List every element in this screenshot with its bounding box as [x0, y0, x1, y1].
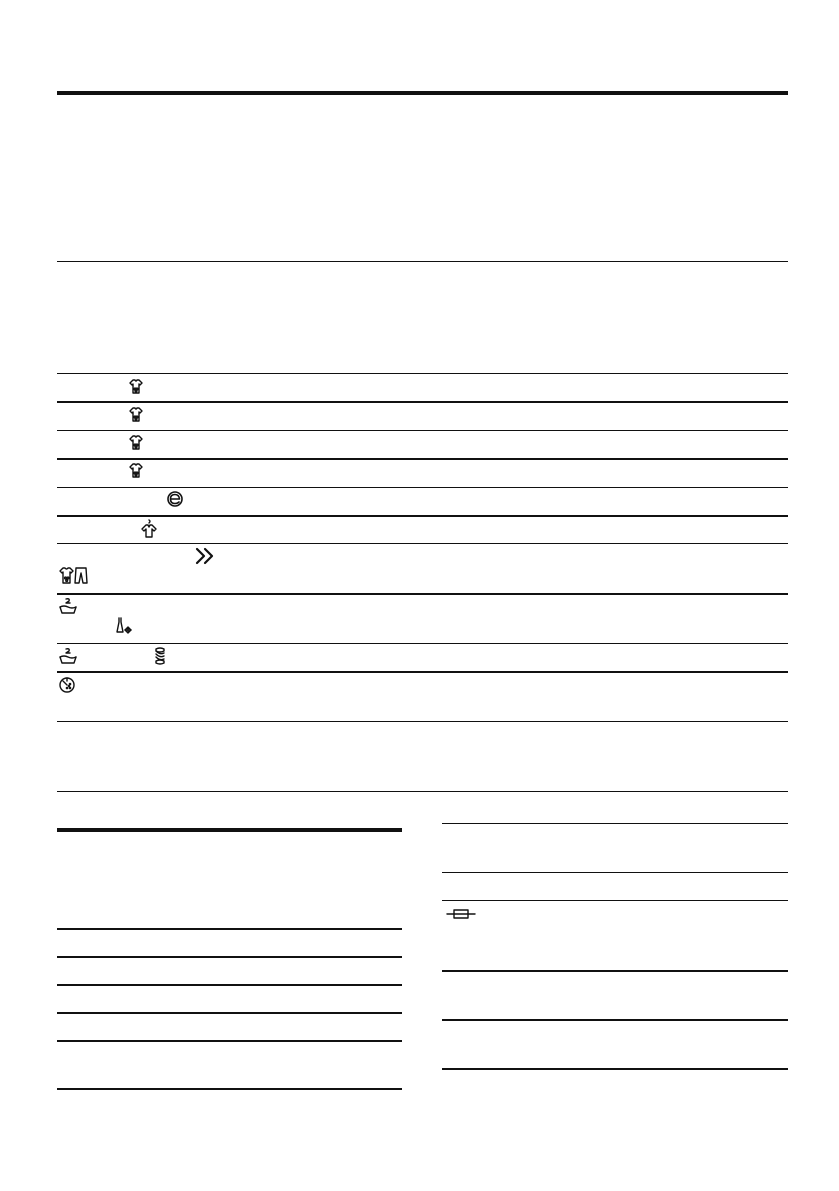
column-header-description — [237, 262, 567, 372]
right-table-row — [442, 1021, 788, 1068]
left-table-row — [57, 986, 402, 1012]
table-row — [57, 488, 788, 515]
left-table-rule — [57, 1088, 402, 1090]
table-row — [57, 722, 788, 790]
left-table-row — [57, 930, 402, 956]
table-row — [57, 595, 788, 642]
table-bottom-rule — [57, 791, 788, 792]
table-row — [57, 517, 788, 543]
right-table-row — [442, 824, 788, 872]
cotton-shirt-icon — [129, 435, 143, 451]
header-rule — [57, 91, 788, 95]
left-table-row — [57, 1014, 402, 1040]
mixed-load-icon — [59, 567, 89, 585]
table-row — [57, 644, 788, 671]
left-table-row — [57, 958, 402, 984]
delicate-dress-icon — [115, 616, 137, 636]
basin-wash-icon — [58, 647, 78, 665]
table-row — [57, 374, 788, 401]
right-table-row — [442, 972, 788, 1019]
cotton-shirt-icon — [129, 407, 143, 423]
wool-skein-icon — [153, 646, 167, 666]
column-header-program — [57, 262, 235, 372]
left-table-row — [57, 1042, 402, 1088]
eco-e-icon — [166, 490, 184, 508]
column-header-temperature — [677, 262, 788, 372]
section-intro — [57, 836, 402, 926]
cotton-shirt-icon — [129, 463, 143, 479]
table-header-row — [57, 262, 788, 372]
table-row — [57, 544, 788, 592]
speed-chevrons-icon — [194, 547, 216, 565]
basin-wash-icon — [58, 597, 78, 615]
table-row — [57, 431, 788, 458]
right-table-rule — [442, 1068, 788, 1070]
right-table-row — [442, 901, 788, 969]
fuse-icon — [446, 908, 476, 920]
right-table-row — [442, 873, 788, 900]
column-header-load — [569, 262, 675, 372]
timer-icon — [58, 676, 76, 694]
section-heading-rule — [57, 828, 402, 832]
cotton-shirt-icon — [129, 379, 143, 395]
table-row — [57, 673, 788, 720]
easy-care-shirt-icon — [140, 519, 158, 539]
table-row — [57, 403, 788, 430]
table-row — [57, 460, 788, 487]
